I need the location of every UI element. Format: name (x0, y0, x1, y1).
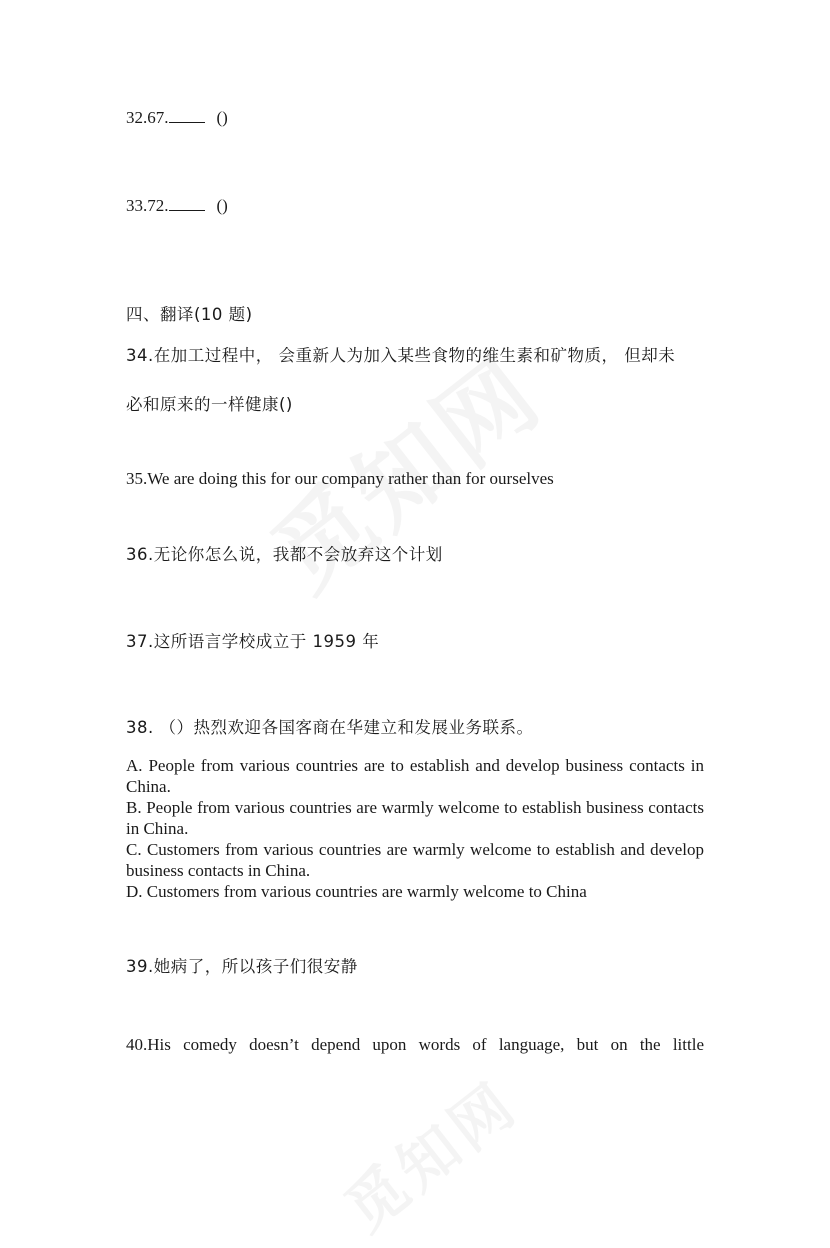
watermark-bottom (325, 1058, 534, 1248)
question-34-line2: 必和原来的一样健康() (126, 395, 293, 414)
option-d: D. Customers from various countries are warmly welcome to China (126, 882, 587, 901)
question-38-options (126, 755, 704, 902)
question-40: 40.His comedy doesn’t depend upon words of language, but on the little (126, 1035, 704, 1054)
question-34-line1: 34.在加工过程中， 会重新人为加入某些食物的维生素和矿物质， 但却未 (126, 346, 676, 365)
option-b: B. People from various countries are warmly welcome to establish business contacts in China. (126, 798, 704, 838)
question-39: 39.她病了，所以孩子们很安静 (126, 957, 358, 976)
section-header: 四、翻译(10 题) (126, 305, 253, 324)
question-33 (126, 196, 228, 216)
answer-paren: () (216, 108, 228, 127)
question-33-number: 33.72. (126, 196, 169, 215)
question-37: 37.这所语言学校成立于 1959 年 (126, 632, 380, 651)
option-c: C. Customers from various countries are warmly welcome to establish and develop business contacts in China. (126, 840, 704, 880)
question-38: 38. （）热烈欢迎各国客商在华建立和发展业务联系。 (126, 718, 534, 737)
question-32-number: 32.67. (126, 108, 169, 127)
answer-paren: () (216, 196, 228, 215)
question-32 (126, 108, 228, 128)
question-36: 36.无论你怎么说，我都不会放弃这个计划 (126, 545, 443, 564)
question-35: 35.We are doing this for our company rather than for ourselves (126, 469, 554, 488)
answer-blank (169, 108, 205, 123)
option-a: A. People from various countries are to establish and develop business contacts in China. (126, 756, 704, 796)
answer-blank (169, 196, 205, 211)
